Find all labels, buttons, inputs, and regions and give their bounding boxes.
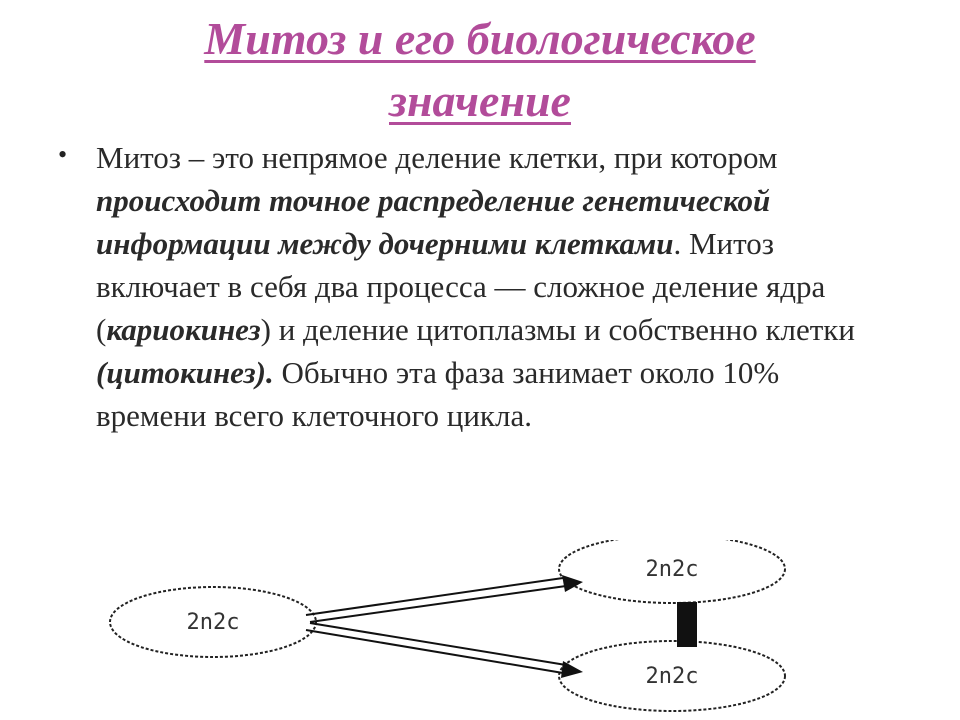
term-cytokinesis: (цитокинез). bbox=[96, 355, 274, 390]
daughter-cell-bottom-label: 2n2c bbox=[645, 664, 699, 689]
text-segment-2: . Митоз включает в себя два процесса — сложное деление ядра ( bbox=[96, 226, 826, 347]
slide-title bbox=[60, 8, 900, 132]
daughter-cell-top-label: 2n2c bbox=[645, 557, 699, 582]
mitosis-diagram bbox=[0, 540, 960, 720]
bullet-marker: • bbox=[58, 140, 68, 169]
daughter-link-bar bbox=[677, 602, 697, 647]
definition-paragraph bbox=[96, 136, 886, 437]
parent-cell-label: 2n2c bbox=[186, 610, 240, 635]
title-line-2: значение bbox=[389, 75, 571, 126]
text-segment-4: Обычно эта фаза занимает около 10% времени всего клеточного цикла. bbox=[96, 355, 780, 433]
text-segment-1: Митоз – это непрямое деление клетки, при котором bbox=[96, 140, 778, 175]
title-line-1: Митоз и его биологическое bbox=[204, 13, 756, 64]
emphasis-distribution: происходит точное распределение генетической информации между дочерними клетками bbox=[96, 183, 771, 261]
text-segment-3: ) и деление цитоплазмы и собственно клетки bbox=[260, 312, 855, 347]
term-karyokinesis: кариокинез bbox=[106, 312, 261, 347]
arrow-to-top bbox=[306, 578, 566, 622]
arrow-to-bottom bbox=[306, 623, 566, 673]
